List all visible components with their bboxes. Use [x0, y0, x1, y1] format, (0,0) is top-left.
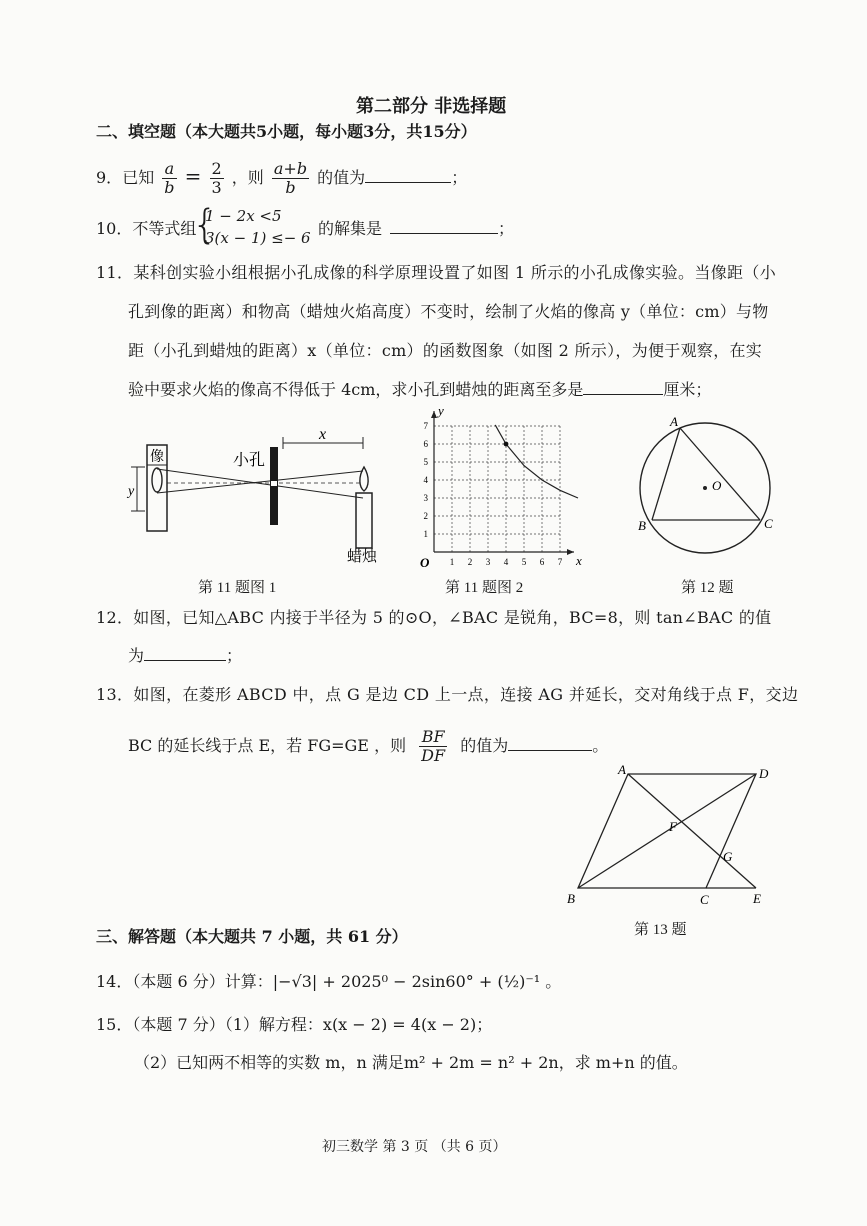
y-tick-label: 4 [423, 475, 428, 485]
y-tick-label: 6 [423, 439, 428, 449]
y-tick-label: 3 [423, 493, 428, 503]
diagonal-bd [578, 774, 756, 888]
label-a: A [670, 414, 678, 429]
question-12-line-1: 12．如图，已知△ABC 内接于半径为 5 的⊙O，∠BAC 是锐角，BC=8，则 tan∠BAC 的值 [96, 608, 772, 627]
circle-triangle-figure [632, 410, 782, 565]
label-f: F [669, 819, 677, 834]
rhombus-figure [560, 760, 780, 910]
side-ab [652, 428, 680, 520]
y-tick-label: 7 [423, 421, 428, 431]
figure-12-caption: 第 12 题 [681, 580, 734, 596]
y-dimension-label: y [128, 484, 135, 499]
section2-heading: 二、填空题（本大题共5小题，每小题3分，共15分） [96, 122, 477, 141]
label-b: B [638, 518, 646, 533]
question-11-line-2: 孔到像的距离）和物高（蜡烛火焰高度）不变时，绘制了火焰的像高 y（单位：cm）与物 [128, 302, 769, 321]
x-tick-label: 2 [467, 557, 473, 567]
inequality-line-2: 3(x − 1) ≤− 6 [205, 229, 311, 247]
x-axis-label: x [576, 553, 582, 568]
side-ac [680, 428, 760, 520]
image-label: 像 [150, 450, 164, 465]
x-tick-label: 1 [449, 557, 455, 567]
label-c: C [764, 516, 773, 531]
fraction-bf-over-df: $\frac{BF}{DF}$ [421, 727, 446, 765]
candle-label: 蜡烛 [347, 549, 378, 565]
answer-blank-13[interactable] [508, 736, 592, 751]
question-13-line-1: 13．如图，在菱形 ABCD 中，点 G 是边 CD 上一点，连接 AG 并延长，交对角线于点 F，交边 [96, 685, 799, 704]
label-d: D [759, 766, 769, 781]
question-15-part-2: （2）已知两不相等的实数 m，n 满足m² + 2m = n² + 2n，求 m+n 的值。 [134, 1053, 688, 1072]
y-tick-label: 2 [423, 511, 428, 521]
x-axis-arrow [567, 549, 574, 555]
y-axis-label: y [438, 405, 444, 418]
question-11-line-4: 验中要求火焰的像高不得低于 4cm，求小孔到蜡烛的距离至多是 厘米； [128, 380, 712, 399]
x-tick-label: 5 [521, 557, 527, 567]
question-9: 9．已知 $\frac{a}{b}$ = $\frac{2}{3}$ ，则 $\frac{a+b}{b}$ 的值为 ； [96, 159, 468, 197]
question-10-label: 10．不等式组 [96, 219, 197, 238]
origin-label: O [420, 555, 430, 570]
x-tick-label: 6 [539, 557, 545, 567]
part-title: 第二部分 非选择题 [356, 96, 507, 117]
system-brace: { [192, 202, 218, 248]
x-tick-label: 4 [503, 557, 509, 567]
question-14: 14．（本题 6 分）计算：|−√3| + 2025⁰ − 2sin60° + (½)⁻¹ 。 [96, 972, 562, 991]
candle [356, 493, 372, 548]
inequality-line-1: 1 − 2x <5 [205, 207, 282, 225]
question-13-line-2: BC 的延长线于点 E，若 FG=GE ，则 $\frac{BF}{DF}$ 的值为 。 [128, 727, 609, 765]
question-15-part-1: 15．（本题 7 分）（1）解方程：x(x − 2) = 4(x − 2)； [96, 1015, 493, 1034]
inverted-flame [152, 468, 162, 492]
label-g: G [723, 849, 733, 864]
label-e: E [753, 891, 761, 906]
fraction-aplusb-over-b: $\frac{a+b}{b}$ [273, 159, 308, 197]
question-10-tail: 的解集是 ； [318, 219, 515, 238]
question-11-line-1: 11．某科创实验小组根据小孔成像的科学原理设置了如图 1 所示的小孔成像实验。当像距（小 [96, 263, 777, 282]
label-a: A [618, 762, 626, 777]
figure-11-2-caption: 第 11 题图 2 [445, 580, 524, 596]
pinhole-label: 小孔 [233, 452, 266, 469]
y-tick-label: 5 [423, 457, 428, 467]
x-tick-label: 7 [557, 557, 563, 567]
answer-blank-11[interactable] [583, 380, 663, 395]
data-point [504, 442, 509, 447]
figure-13-caption: 第 13 题 [634, 922, 687, 938]
fraction-2-over-3: $\frac{2}{3}$ [211, 159, 222, 197]
center-point [703, 486, 707, 490]
function-graph [412, 405, 592, 570]
flame [360, 467, 368, 491]
fraction-a-over-b: $\frac{a}{b}$ [164, 159, 175, 197]
x-tick-label: 3 [485, 557, 491, 567]
section3-heading: 三、解答题（本大题共 7 小题，共 61 分） [96, 927, 408, 946]
answer-blank-10[interactable] [390, 219, 498, 234]
line-ae [628, 774, 756, 888]
x-dimension-label: x [319, 426, 327, 443]
label-o: O [712, 478, 722, 493]
figure-11-1-caption: 第 11 题图 1 [198, 580, 277, 596]
page-footer: 初三数学 第 3 页 （共 6 页） [322, 1139, 507, 1155]
question-11-line-3: 距（小孔到蜡烛的距离）x（单位：cm）的函数图象（如图 2 所示），为便于观察，在实 [128, 341, 763, 360]
pinhole-figure [125, 425, 395, 570]
y-axis-arrow [431, 411, 437, 418]
label-b: B [567, 891, 575, 906]
y-tick-label: 1 [423, 529, 428, 539]
answer-blank-9[interactable] [365, 168, 451, 183]
answer-blank-12[interactable] [144, 646, 226, 661]
label-c: C [700, 892, 709, 907]
function-curve [495, 425, 578, 498]
question-12-line-2: 为 ； [128, 646, 243, 665]
